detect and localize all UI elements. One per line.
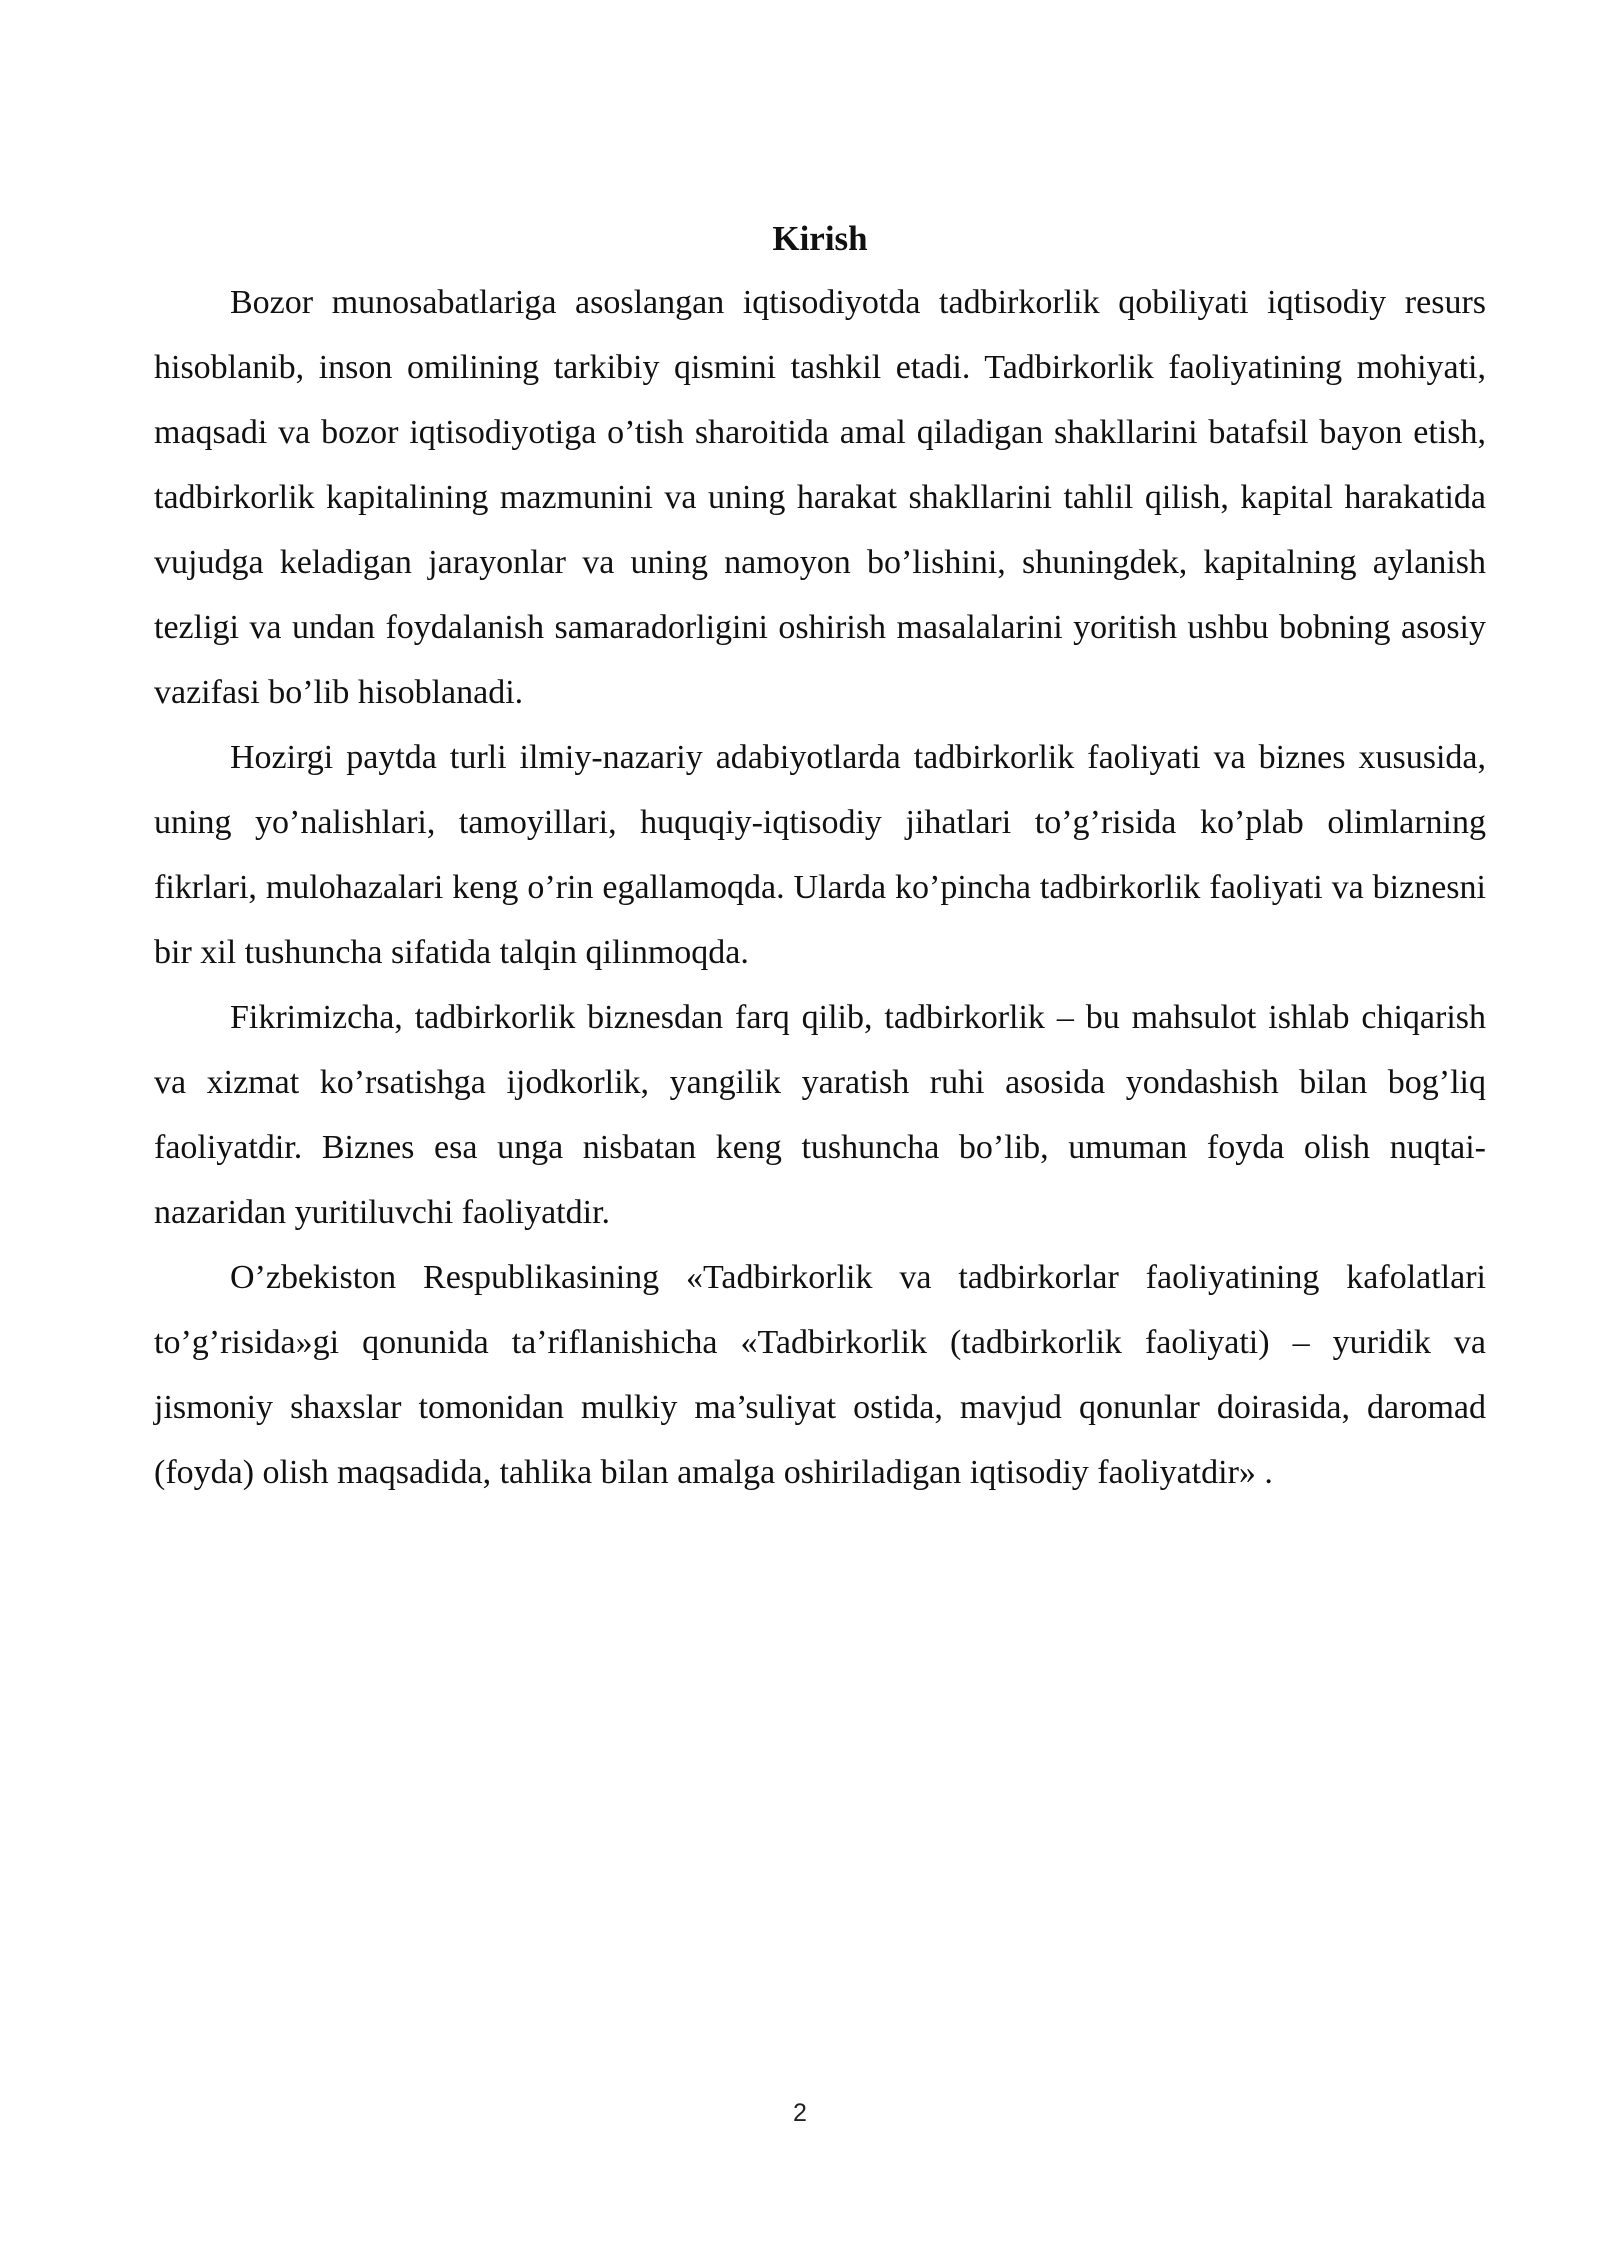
paragraph-4: O’zbekiston Respublikasining «Tadbirkorlik va tadbirkorlar faoliyatining kafolatlari to’g’risida»gi qonunida ta’riflanishicha «Tadbirkorlik (tadbirkorlik faoliyati) – yuridik va jismoniy shaxslar tomonidan mulkiy ma’suliyat ostida, mavjud qonunlar doirasida, daromad (foyda) olish maqsadida, tahlika bilan amalga oshiriladigan iqtisodiy faoliyatdir» .: [154, 1259, 1486, 1491]
paragraph-2: Hozirgi paytda turli ilmiy-nazariy adabiyotlarda tadbirkorlik faoliyati va biznes xususida, uning yo’nalishlari, tamoyillari, huquqiy-iqtisodiy jihatlari to’g’risida ko’plab olimlarning fikrlari, mulohazalari keng o’rin egallamoqda. Ularda ko’pincha tadbirkorlik faoliyati va biznesni bir xil tushuncha sifatida talqin qilinmoqda.: [154, 739, 1486, 971]
page-title: Kirish: [772, 219, 868, 258]
page-number: 2: [793, 2099, 807, 2127]
page-content: [154, 214, 1486, 1505]
paragraph-3: Fikrimizcha, tadbirkorlik biznesdan farq qilib, tadbirkorlik – bu mahsulot ishlab chiqarish va xizmat ko’rsatishga ijodkorlik, yangilik yaratish ruhi asosida yondashish bilan bog’liq faoliyatdir. Biznes esa unga nisbatan keng tushuncha bo’lib, umuman foyda olish nuqtai-nazaridan yuritiluvchi faoliyatdir.: [154, 999, 1486, 1231]
paragraph-1: Bozor munosabatlariga asoslangan iqtisodiyotda tadbirkorlik qobiliyati iqtisodiy resurs hisoblanib, inson omilining tarkibiy qismini tashkil etadi. Tadbirkorlik faoliyatining mohiyati, maqsadi va bozor iqtisodiyotiga o’tish sharoitida amal qiladigan shakllarini batafsil bayon etish, tadbirkorlik kapitalining mazmunini va uning harakat shakllarini tahlil qilish, kapital harakatida vujudga keladigan jarayonlar va uning namoyon bo’lishini, shuningdek, kapitalning aylanish tezligi va undan foydalanish samaradorligini oshirish masalalarini yoritish ushbu bobning asosiy vazifasi bo’lib hisoblanadi.: [154, 284, 1486, 711]
